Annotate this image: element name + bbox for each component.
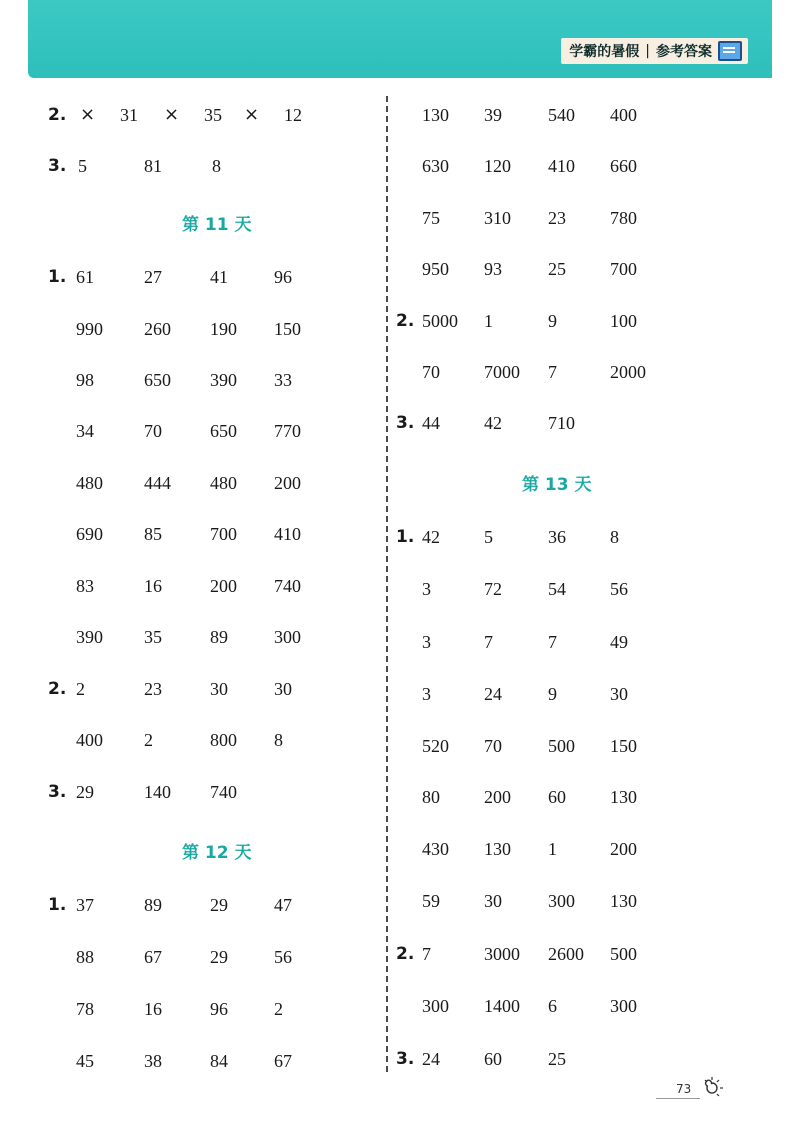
answer-value: 2 (76, 679, 85, 699)
answer-value: 260 (144, 319, 171, 339)
answer-value: 24 (484, 684, 502, 704)
answer-value: 56 (610, 579, 628, 599)
question-label: 3. (48, 156, 67, 176)
answer-value: 23 (144, 679, 162, 699)
answer-value: 650 (144, 370, 171, 390)
answer-value: 150 (610, 736, 637, 756)
answer-value: 70 (484, 736, 502, 756)
answer-value: 5 (78, 156, 87, 176)
answer-value: 780 (610, 208, 637, 228)
answer-value: 60 (548, 787, 566, 807)
answer-value: 96 (210, 999, 228, 1019)
answer-row (396, 627, 716, 657)
question-label: 2. (396, 944, 415, 964)
answer-row (396, 203, 716, 233)
answer-value: 24 (422, 1049, 440, 1069)
answer-value: 7 (484, 632, 493, 652)
answer-value: 310 (484, 208, 511, 228)
answer-value: 300 (274, 627, 301, 647)
answer-row (396, 731, 716, 761)
answer-value: 37 (76, 895, 94, 915)
answer-value: 520 (422, 736, 449, 756)
answer-value: 47 (274, 895, 292, 915)
answer-row (48, 365, 368, 395)
answer-value: 3000 (484, 944, 520, 964)
answer-value: 8 (274, 730, 283, 750)
answer-value: 12 (284, 105, 302, 125)
answer-value: 300 (422, 996, 449, 1016)
answer-value: 3 (422, 579, 431, 599)
answer-value: 120 (484, 156, 511, 176)
answer-value: 59 (422, 891, 440, 911)
answer-value: 480 (210, 473, 237, 493)
answer-value: 96 (274, 267, 292, 287)
answer-value: 89 (144, 895, 162, 915)
answer-value: 72 (484, 579, 502, 599)
answer-value: 16 (144, 576, 162, 596)
answer-value: 650 (210, 421, 237, 441)
answer-value: 8 (610, 527, 619, 547)
answer-value: 410 (274, 524, 301, 544)
answer-value: 800 (210, 730, 237, 750)
answer-value: 7 (422, 944, 431, 964)
answer-row (48, 942, 368, 972)
answer-value: 35 (144, 627, 162, 647)
answer-value: 130 (610, 787, 637, 807)
answer-row (48, 314, 368, 344)
answer-row (48, 571, 368, 601)
answer-value: 30 (610, 684, 628, 704)
answer-value: 130 (422, 105, 449, 125)
answer-row (48, 468, 368, 498)
answer-value: 29 (210, 895, 228, 915)
answer-value: 70 (422, 362, 440, 382)
answer-value: 300 (548, 891, 575, 911)
question-label: 3. (48, 782, 67, 802)
answer-value: 42 (422, 527, 440, 547)
answer-value: 410 (548, 156, 575, 176)
answer-value: 60 (484, 1049, 502, 1069)
question-label: 1. (48, 267, 67, 287)
answer-row (396, 679, 716, 709)
day-heading: 第 11 天 (182, 215, 252, 235)
cross-mark: × (244, 104, 260, 125)
answer-value: 700 (210, 524, 237, 544)
answer-value: 5000 (422, 311, 458, 331)
answer-value: 2000 (610, 362, 646, 382)
answer-value: 81 (144, 156, 162, 176)
answer-value: 45 (76, 1051, 94, 1071)
answer-value: 200 (210, 576, 237, 596)
answer-value: 38 (144, 1051, 162, 1071)
answer-value: 42 (484, 413, 502, 433)
day-heading: 第 12 天 (182, 843, 252, 863)
answer-value: 500 (548, 736, 575, 756)
question-label: 2. (48, 105, 67, 125)
answer-value: 67 (274, 1051, 292, 1071)
page-number: 73 (676, 1082, 692, 1096)
answer-row (396, 886, 716, 916)
answer-value: 190 (210, 319, 237, 339)
answer-value: 1 (548, 839, 557, 859)
answer-value: 27 (144, 267, 162, 287)
answer-value: 34 (76, 421, 94, 441)
answer-value: 740 (274, 576, 301, 596)
answer-value: 54 (548, 579, 566, 599)
answer-row (48, 151, 368, 181)
answer-value: 660 (610, 156, 637, 176)
answer-value: 89 (210, 627, 228, 647)
answer-value: 770 (274, 421, 301, 441)
answer-value: 98 (76, 370, 94, 390)
answer-value: 3 (422, 684, 431, 704)
answer-row (48, 1046, 368, 1076)
answer-value: 39 (484, 105, 502, 125)
answer-value: 41 (210, 267, 228, 287)
answer-value: 78 (76, 999, 94, 1019)
answer-row (48, 994, 368, 1024)
answer-value: 9 (548, 311, 557, 331)
answer-value: 7 (548, 362, 557, 382)
answer-value: 740 (210, 782, 237, 802)
header-separator: | (645, 43, 650, 59)
answer-value: 84 (210, 1051, 228, 1071)
answer-row (396, 254, 716, 284)
header-section: 参考答案 (656, 44, 712, 60)
answer-value: 88 (76, 947, 94, 967)
answer-value: 30 (484, 891, 502, 911)
answer-value: 710 (548, 413, 575, 433)
answer-row (48, 622, 368, 652)
question-label: 3. (396, 1049, 415, 1069)
answer-value: 200 (274, 473, 301, 493)
answer-row (48, 725, 368, 755)
answer-value: 5 (484, 527, 493, 547)
answer-value: 83 (76, 576, 94, 596)
answer-value: 49 (610, 632, 628, 652)
answer-value: 31 (120, 105, 138, 125)
answer-value: 44 (422, 413, 440, 433)
answer-row (396, 100, 716, 130)
answer-value: 430 (422, 839, 449, 859)
answer-row (48, 777, 368, 807)
answer-value: 30 (274, 679, 292, 699)
answer-value: 140 (144, 782, 171, 802)
answer-value: 7000 (484, 362, 520, 382)
answer-value: 61 (76, 267, 94, 287)
answer-value: 150 (274, 319, 301, 339)
answer-value: 700 (610, 259, 637, 279)
page-number-rule (656, 1098, 700, 1099)
answer-row (396, 782, 716, 812)
answer-row (48, 416, 368, 446)
answer-value: 390 (76, 627, 103, 647)
answer-row (396, 522, 716, 552)
answer-row (396, 991, 716, 1021)
answer-value: 3 (422, 632, 431, 652)
answer-row (396, 1044, 716, 1074)
answer-row (396, 834, 716, 864)
answer-row (48, 674, 368, 704)
answer-row (48, 262, 368, 292)
answer-value: 1 (484, 311, 493, 331)
answer-value: 67 (144, 947, 162, 967)
answer-value: 200 (610, 839, 637, 859)
answer-value: 690 (76, 524, 103, 544)
answer-row (48, 100, 368, 130)
question-label: 1. (396, 527, 415, 547)
answer-value: 630 (422, 156, 449, 176)
answer-value: 950 (422, 259, 449, 279)
question-label: 1. (48, 895, 67, 915)
answer-value: 30 (210, 679, 228, 699)
answer-row (396, 151, 716, 181)
answer-value: 300 (610, 996, 637, 1016)
answer-value: 25 (548, 1049, 566, 1069)
cross-mark: × (80, 104, 96, 125)
answer-value: 990 (76, 319, 103, 339)
answer-value: 93 (484, 259, 502, 279)
answer-value: 33 (274, 370, 292, 390)
answer-row (48, 890, 368, 920)
header-tag (561, 38, 748, 64)
answer-value: 9 (548, 684, 557, 704)
answer-value: 75 (422, 208, 440, 228)
answer-value: 56 (274, 947, 292, 967)
answer-value: 2600 (548, 944, 584, 964)
column-divider (386, 96, 388, 1072)
answer-value: 85 (144, 524, 162, 544)
answer-value: 29 (210, 947, 228, 967)
answer-row (396, 939, 716, 969)
answer-value: 1400 (484, 996, 520, 1016)
answer-row (48, 519, 368, 549)
answer-value: 2 (274, 999, 283, 1019)
question-label: 3. (396, 413, 415, 433)
sun-swirl-icon (700, 1076, 724, 1100)
answer-value: 400 (76, 730, 103, 750)
day-heading: 第 13 天 (522, 475, 592, 495)
answer-value: 540 (548, 105, 575, 125)
book-icon (718, 41, 742, 61)
answer-row (396, 408, 716, 438)
answer-row (396, 306, 716, 336)
answer-value: 23 (548, 208, 566, 228)
answer-value: 400 (610, 105, 637, 125)
answer-value: 80 (422, 787, 440, 807)
answer-value: 35 (204, 105, 222, 125)
header-brand: 学霸的暑假 (569, 44, 640, 60)
answer-value: 130 (610, 891, 637, 911)
answer-value: 7 (548, 632, 557, 652)
answer-value: 500 (610, 944, 637, 964)
answer-value: 29 (76, 782, 94, 802)
answer-value: 390 (210, 370, 237, 390)
answer-value: 2 (144, 730, 153, 750)
answer-value: 200 (484, 787, 511, 807)
answer-row (396, 574, 716, 604)
answer-value: 6 (548, 996, 557, 1016)
answer-value: 100 (610, 311, 637, 331)
answer-row (396, 357, 716, 387)
answer-value: 480 (76, 473, 103, 493)
answer-value: 130 (484, 839, 511, 859)
answer-value: 36 (548, 527, 566, 547)
answer-value: 444 (144, 473, 171, 493)
answer-value: 70 (144, 421, 162, 441)
answer-value: 16 (144, 999, 162, 1019)
question-label: 2. (48, 679, 67, 699)
cross-mark: × (164, 104, 180, 125)
question-label: 2. (396, 311, 415, 331)
answer-value: 25 (548, 259, 566, 279)
answer-value: 8 (212, 156, 221, 176)
